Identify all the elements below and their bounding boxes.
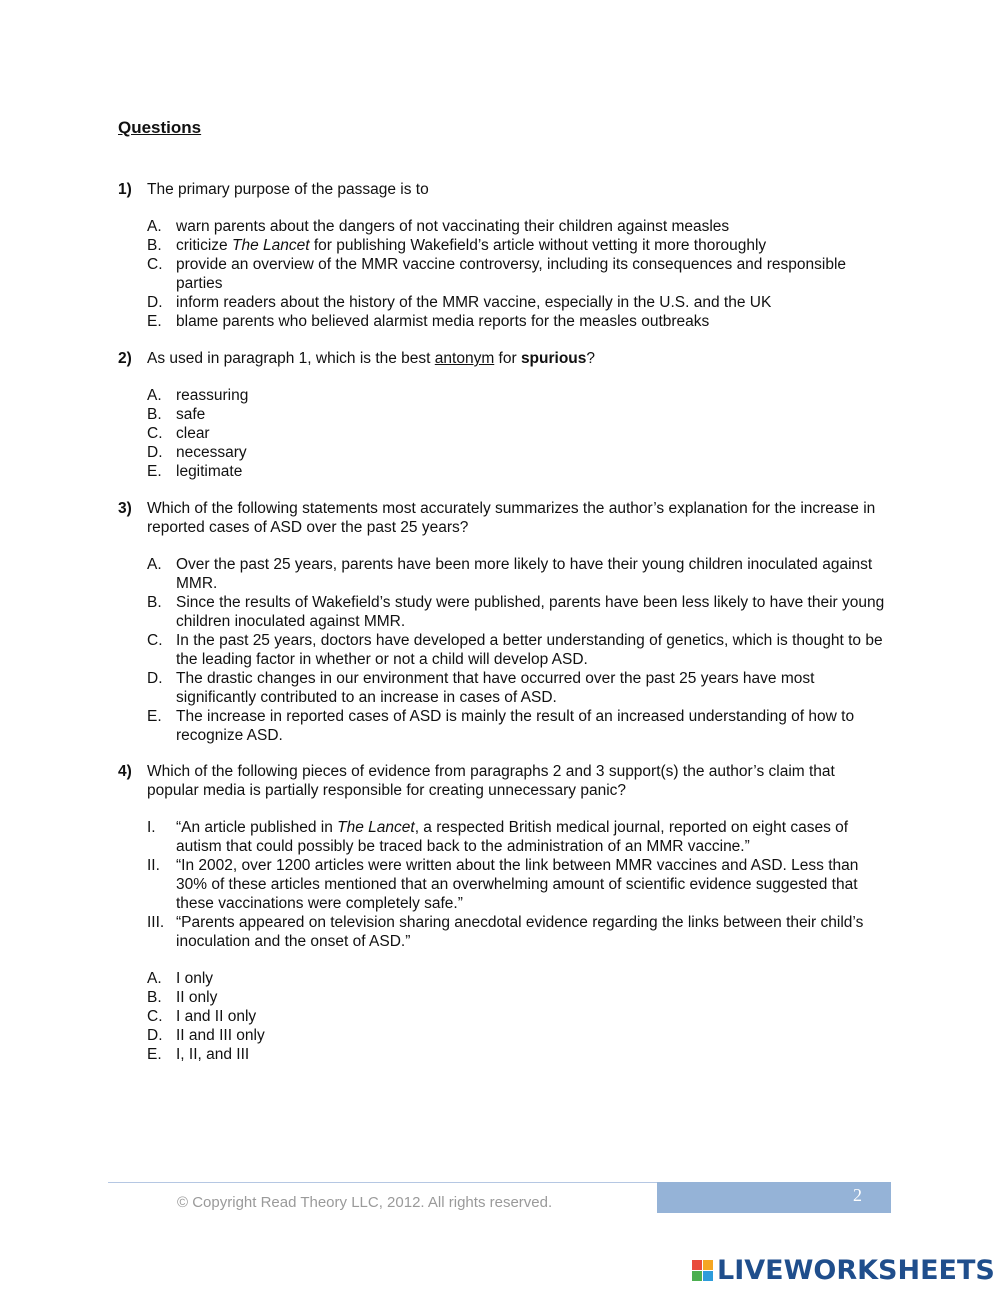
answer-option[interactable]: E. blame parents who believed alarmist media reports for the measles outbreaks — [147, 313, 710, 330]
logo-square — [692, 1271, 702, 1281]
question-number: 2) — [118, 350, 132, 367]
evidence-item: III. “Parents appeared on television sharing anecdotal evidence regarding the links between their child’s inoculation and the onset of ASD.” — [147, 914, 864, 950]
answer-option[interactable]: E. The increase in reported cases of ASD is mainly the result of an increased understanding of how to recognize ASD. — [147, 708, 855, 744]
logo-square — [703, 1271, 713, 1281]
answer-option[interactable]: E. legitimate — [147, 463, 243, 480]
question-stem: Which of the following pieces of evidence from paragraphs 2 and 3 support(s) the author’s claim that popular media is partially responsible for creating unnecessary panic? — [147, 763, 835, 799]
evidence-item: II. “In 2002, over 1200 articles were written about the link between MMR vaccines and ASD. Less than 30% of these articles mentioned that an overwhelming amount of scientific evidence suggested that these vaccinations were completely safe.” — [147, 857, 859, 912]
answer-option[interactable]: C. I and II only — [147, 1008, 257, 1025]
liveworksheets-icon — [692, 1260, 713, 1281]
copyright-notice: © Copyright Read Theory LLC, 2012. All rights reserved. — [177, 1194, 553, 1211]
answer-option[interactable]: A. I only — [147, 970, 214, 987]
question-3 — [118, 499, 888, 745]
answer-option[interactable]: D. necessary — [147, 444, 247, 461]
answer-option[interactable]: C. In the past 25 years, doctors have developed a better understanding of genetics, which is thought to be the leading factor in whether or not a child will develop ASD. — [147, 632, 883, 668]
answer-option[interactable]: A. warn parents about the dangers of not vaccinating their children against measles — [147, 218, 730, 235]
question-stem: The primary purpose of the passage is to — [147, 181, 429, 198]
page-number: 2 — [853, 1185, 862, 1205]
evidence-item: I. “An article published in The Lancet, a respected British medical journal, reported on eight cases of autism that could possibly be traced back to the administration of an MMR vaccine.” — [147, 819, 849, 855]
answer-option[interactable]: E. I, II, and III — [147, 1046, 250, 1063]
question-1 — [118, 180, 888, 331]
question-4 — [118, 762, 888, 1064]
answer-options — [147, 969, 888, 1064]
logo-square — [703, 1260, 713, 1270]
question-number: 4) — [118, 763, 132, 780]
answer-option[interactable]: D. The drastic changes in our environment that have occurred over the past 25 years have most significantly contributed to an increase in cases of ASD. — [147, 670, 815, 706]
answer-option[interactable]: B. safe — [147, 406, 206, 423]
answer-option[interactable]: B. criticize The Lancet for publishing Wakefield’s article without vetting it more thoroughly — [147, 237, 767, 254]
question-2 — [118, 349, 888, 481]
answer-options — [147, 217, 888, 331]
answer-options — [147, 555, 888, 745]
answer-option[interactable]: C. clear — [147, 425, 210, 442]
answer-option[interactable]: B. Since the results of Wakefield’s study were published, parents have been less likely to have their young children inoculated against MMR. — [147, 594, 885, 630]
page-heading: Questions — [118, 118, 202, 137]
footer-divider — [108, 1182, 658, 1183]
evidence-list — [147, 818, 888, 951]
answer-option[interactable]: D. II and III only — [147, 1027, 265, 1044]
question-number: 1) — [118, 181, 132, 198]
question-stem: Which of the following statements most accurately summarizes the author’s explanation for the increase in reported cases of ASD over the past 25 years? — [147, 500, 876, 536]
logo-square — [692, 1260, 702, 1270]
answer-option[interactable]: D. inform readers about the history of the MMR vaccine, especially in the U.S. and the UK — [147, 294, 772, 311]
liveworksheets-logo[interactable] — [692, 1255, 995, 1286]
answer-option[interactable]: A. reassuring — [147, 387, 249, 404]
answer-option[interactable]: A. Over the past 25 years, parents have been more likely to have their young children inoculated against MMR. — [147, 556, 873, 592]
brand-name: LIVEWORKSHEETS — [717, 1255, 995, 1286]
answer-option[interactable]: B. II only — [147, 989, 218, 1006]
question-number: 3) — [118, 500, 132, 517]
answer-options — [147, 386, 888, 481]
answer-option[interactable]: C. provide an overview of the MMR vaccine controversy, including its consequences and responsible parties — [147, 256, 847, 292]
question-stem: As used in paragraph 1, which is the best antonym for spurious? — [147, 350, 596, 367]
